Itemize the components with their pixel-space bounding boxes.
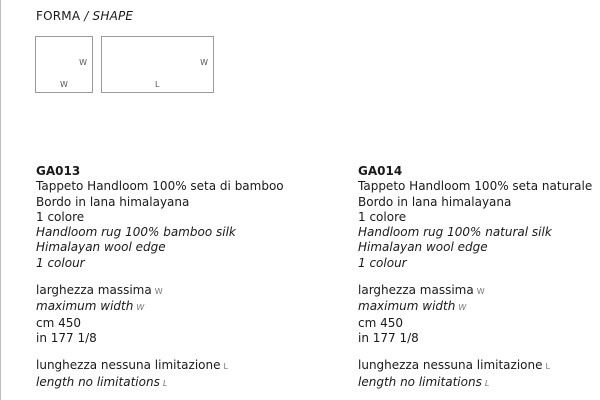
section-title-en: SHAPE (92, 9, 134, 23)
rect-width-label: W (200, 58, 208, 67)
product-edge-it: Bordo in lana himalayana (358, 194, 512, 209)
product-desc-en: Handloom rug 100% bamboo silk (36, 225, 236, 240)
max-width-en: maximum width (36, 299, 134, 314)
length-mark: L (484, 378, 490, 388)
max-width-it: larghezza massima (358, 283, 474, 298)
length-it: lunghezza nessuna limitazione (358, 358, 543, 373)
length-mark: L (162, 378, 168, 388)
max-width-it-row (36, 283, 284, 299)
section-title-it: FORMA (36, 9, 81, 23)
length-en-row (36, 375, 284, 391)
product-edge-en: Himalayan wool edge (358, 240, 488, 255)
section-title-separator: / (84, 9, 89, 23)
product-edge-en: Himalayan wool edge (36, 240, 166, 255)
max-width-it: larghezza massima (36, 283, 152, 298)
max-width-it-row (358, 283, 592, 299)
product-colors-en: 1 colour (36, 255, 85, 270)
section-title (36, 9, 133, 23)
product-colors-it: 1 colore (36, 209, 85, 224)
width-cm: cm 450 (36, 315, 82, 330)
product-desc-en: Handloom rug 100% natural silk (358, 225, 552, 240)
max-width-en: maximum width (358, 299, 456, 314)
product-edge-it: Bordo in lana himalayana (36, 194, 190, 209)
product-desc-it: Tappeto Handloom 100% seta di bamboo (36, 179, 284, 194)
width-in: in 177 1/8 (358, 330, 419, 345)
product-code: GA013 (36, 164, 81, 178)
product-colors-it: 1 colore (358, 209, 407, 224)
width-in: in 177 1/8 (36, 330, 97, 345)
length-en: length no limitations (358, 374, 482, 389)
shape-rectangle-diagram (101, 36, 214, 93)
page-left-rule (0, 0, 1, 400)
width-mark: W (136, 303, 145, 313)
product-code: GA014 (358, 164, 403, 178)
rect-length-label: L (155, 80, 160, 89)
width-mark: W (476, 287, 485, 297)
square-bottom-label: W (60, 80, 68, 89)
length-it-row (358, 358, 592, 374)
square-width-label: W (79, 58, 87, 67)
length-mark: L (545, 362, 550, 372)
width-cm: cm 450 (358, 315, 404, 330)
width-mark: W (458, 303, 467, 313)
product-desc-it: Tappeto Handloom 100% seta naturale (358, 179, 593, 194)
max-width-en-row (36, 299, 284, 315)
length-en-row (358, 375, 592, 391)
length-it: lunghezza nessuna limitazione (36, 358, 221, 373)
length-en: length no limitations (36, 374, 160, 389)
max-width-en-row (358, 299, 592, 315)
product-ga014 (358, 164, 592, 391)
product-colors-en: 1 colour (358, 255, 407, 270)
length-it-row (36, 358, 284, 374)
width-mark: W (154, 287, 163, 297)
length-mark: L (223, 362, 228, 372)
shape-square-diagram (35, 36, 93, 93)
product-ga013 (36, 164, 284, 391)
